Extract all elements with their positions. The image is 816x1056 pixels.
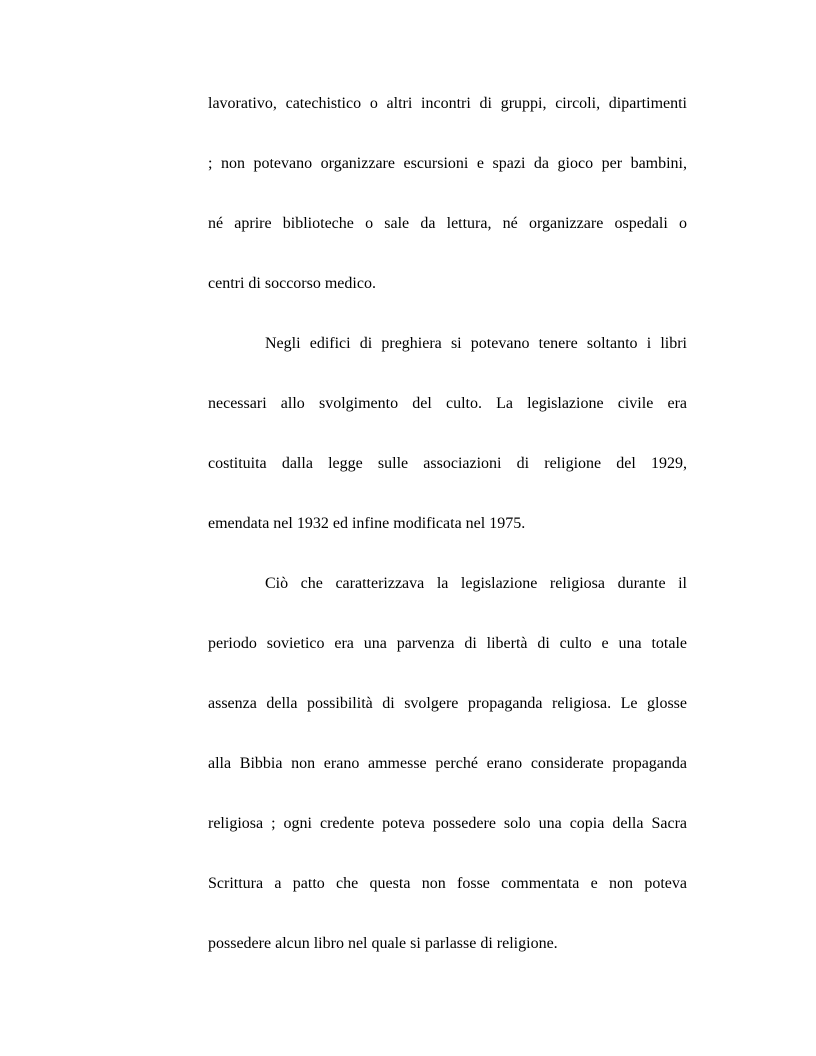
text-line: lavorativo, catechistico o altri incontri di gruppi, circoli, dipartimenti — [208, 95, 687, 112]
text-line: Ciò che caratterizzava la legislazione religiosa durante il — [265, 575, 687, 592]
text-line: centri di soccorso medico. — [208, 275, 376, 292]
text-line: assenza della possibilità di svolgere propaganda religiosa. Le glosse — [208, 695, 687, 712]
text-line: Scrittura a patto che questa non fosse commentata e non poteva — [208, 875, 687, 892]
text-line: periodo sovietico era una parvenza di libertà di culto e una totale — [208, 635, 687, 652]
body-text — [208, 86, 687, 986]
text-line: Negli edifici di preghiera si potevano tenere soltanto i libri — [265, 335, 687, 352]
paragraph-1 — [208, 86, 687, 326]
text-line: alla Bibbia non erano ammesse perché erano considerate propaganda — [208, 755, 687, 772]
text-line: né aprire biblioteche o sale da lettura, né organizzare ospedali o — [208, 215, 687, 232]
paragraph-2 — [208, 326, 687, 566]
text-line: necessari allo svolgimento del culto. La legislazione civile era — [208, 395, 687, 412]
text-line: religiosa ; ogni credente poteva possedere solo una copia della Sacra — [208, 815, 687, 832]
text-line: possedere alcun libro nel quale si parlasse di religione. — [208, 935, 558, 952]
text-line: ; non potevano organizzare escursioni e spazi da gioco per bambini, — [208, 155, 687, 172]
text-line: costituita dalla legge sulle associazioni di religione del 1929, — [208, 455, 687, 472]
paragraph-3 — [208, 566, 687, 986]
text-line: emendata nel 1932 ed infine modificata nel 1975. — [208, 515, 526, 532]
